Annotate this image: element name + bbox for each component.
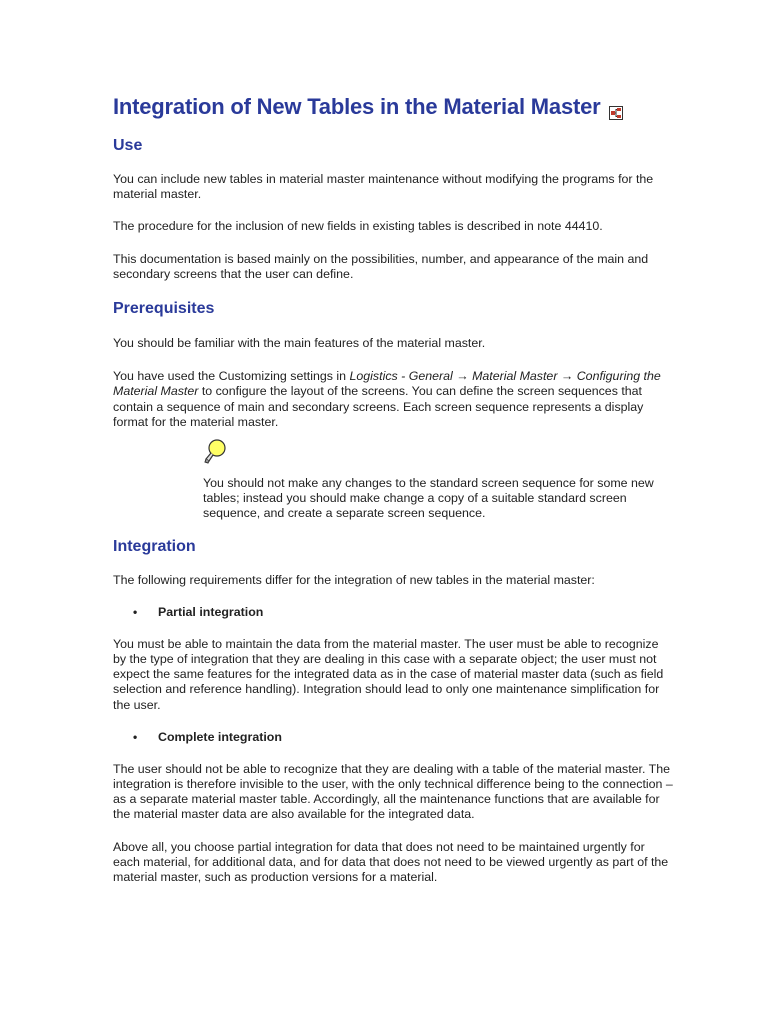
prerequisites-paragraph-2 <box>113 369 673 430</box>
prerequisites-paragraph-1: You should be familiar with the main features of the material master. <box>113 336 486 351</box>
section-heading-integration: Integration <box>113 537 196 555</box>
bullet-label: Complete integration <box>158 729 282 744</box>
integration-paragraph-2: You must be able to maintain the data from the material master. The user must be able to recognize by the type of integration that they are dealing in this case with a separate object; the user must not expect the same features for the integrated data as in the case of material master data (such as field selection and reference handling). Integration should lead to only one maintenance simplification for the user. <box>113 636 664 712</box>
prerequisites-text-before: You have used the Customizing settings in <box>113 369 350 384</box>
bullet-item-partial-integration <box>133 605 673 619</box>
tip-note <box>203 439 673 522</box>
page-title-text: Integration of New Tables in the Material Master <box>113 94 601 119</box>
section-heading-prerequisites: Prerequisites <box>113 300 215 318</box>
customizing-path: Logistics - General → Material Master → Configuring the Material Master <box>113 369 661 399</box>
page-title <box>113 94 673 120</box>
bullet-label: Partial integration <box>158 604 264 619</box>
integration-paragraph-3: The user should not be able to recognize that they are dealing with a table of the material master. The integration is therefore invisible to the user, with the only technical difference being to the connection – as a separate material master table. Accordingly, all the maintenance functions that are available for the material master data are also available for the integrated data. <box>113 761 673 822</box>
document-content <box>113 94 673 885</box>
structure-link-icon[interactable] <box>609 100 623 114</box>
lightbulb-icon <box>203 439 227 465</box>
use-paragraph-1: You can include new tables in material master maintenance without modifying the programs for the material master. <box>113 172 654 202</box>
section-heading-use: Use <box>113 137 143 154</box>
bullet-icon: • <box>133 729 138 744</box>
bullet-icon: • <box>133 604 138 619</box>
integration-paragraph-4: Above all, you choose partial integration for data that does not need to be maintained urgently for each material, for additional data, and for data that does not need to be viewed urgently as part of the material master, such as production versions for a material. <box>113 839 669 885</box>
prerequisites-text-after: to configure the layout of the screens. You can define the screen sequences that contain a sequence of main and secondary screens. Each screen sequence represents a display format for the material master. <box>113 384 644 429</box>
tip-text: You should not make any changes to the standard screen sequence for some new tables; instead you should make change a copy of a suitable standard screen sequence, and create a separate screen sequence. <box>203 476 654 521</box>
integration-paragraph-1: The following requirements differ for the integration of new tables in the material master: <box>113 572 595 587</box>
use-paragraph-2: The procedure for the inclusion of new fields in existing tables is described in note 44410. <box>113 219 603 234</box>
use-paragraph-3: This documentation is based mainly on the possibilities, number, and appearance of the main and secondary screens that the user can define. <box>113 251 649 281</box>
bullet-item-complete-integration <box>133 730 673 744</box>
